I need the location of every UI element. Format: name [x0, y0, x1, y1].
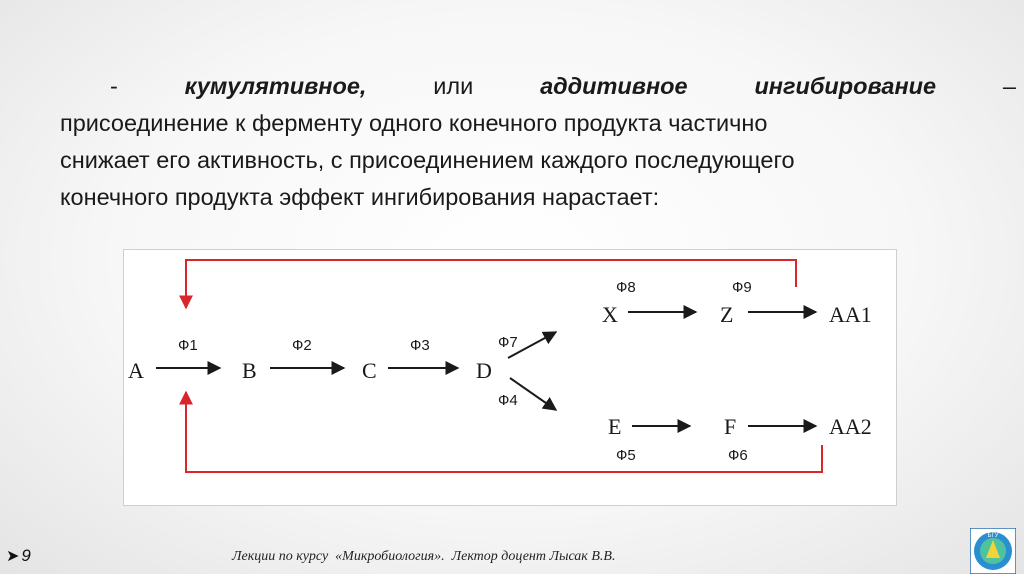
enzyme-f4: Ф4	[498, 392, 518, 409]
university-logo-icon	[970, 528, 1016, 574]
node-aa1: AA1	[829, 302, 872, 327]
node-aa2: AA2	[829, 414, 872, 439]
term-additive: аддитивное	[540, 73, 688, 99]
enzyme-f9: Ф9	[732, 279, 752, 296]
node-x: X	[602, 302, 618, 327]
enzyme-f2: Ф2	[292, 337, 312, 354]
text-line-2	[60, 105, 966, 142]
slide-body-text	[60, 68, 1016, 216]
inhibition-diagram	[123, 249, 897, 506]
dash: -	[110, 73, 118, 99]
enzyme-f7: Ф7	[498, 334, 518, 351]
slide-number-value: 9	[21, 546, 31, 565]
node-f: F	[724, 414, 737, 439]
enzyme-f8: Ф8	[616, 279, 636, 296]
diagram-svg	[124, 250, 896, 505]
text-line-2-content: присоединение к ферменту одного конечного продукта частично	[60, 110, 768, 136]
text-line-3-content: снижает его активность, с присоединением каждого последующего	[60, 147, 795, 173]
term-cumulative: кумулятивное,	[184, 73, 367, 99]
enzyme-f1: Ф1	[178, 337, 198, 354]
enzyme-f3: Ф3	[410, 337, 430, 354]
chevron-right-icon: ➤	[6, 548, 20, 565]
node-d: D	[476, 358, 492, 383]
word-or: или	[433, 73, 474, 99]
text-line-4: конечного продукта эффект ингибирования нарастает:	[60, 184, 660, 210]
text-line-3	[60, 142, 966, 179]
term-inhibition: ингибирование	[754, 73, 937, 99]
node-b: B	[242, 358, 257, 383]
text-line-1	[60, 68, 1016, 105]
endash: –	[1002, 73, 1016, 99]
feedback-line-top	[186, 260, 796, 308]
node-a: A	[128, 358, 144, 383]
node-c: C	[362, 358, 377, 383]
node-z: Z	[720, 302, 734, 327]
node-e: E	[608, 414, 622, 439]
enzyme-f6: Ф6	[728, 447, 748, 464]
footer-lecture-text: Лекции по курсу «Микробиология». Лектор доцент Лысак В.В.	[232, 549, 616, 564]
enzyme-f5: Ф5	[616, 447, 636, 464]
slide-number	[6, 546, 31, 566]
logo-text: БГУ	[987, 533, 999, 539]
